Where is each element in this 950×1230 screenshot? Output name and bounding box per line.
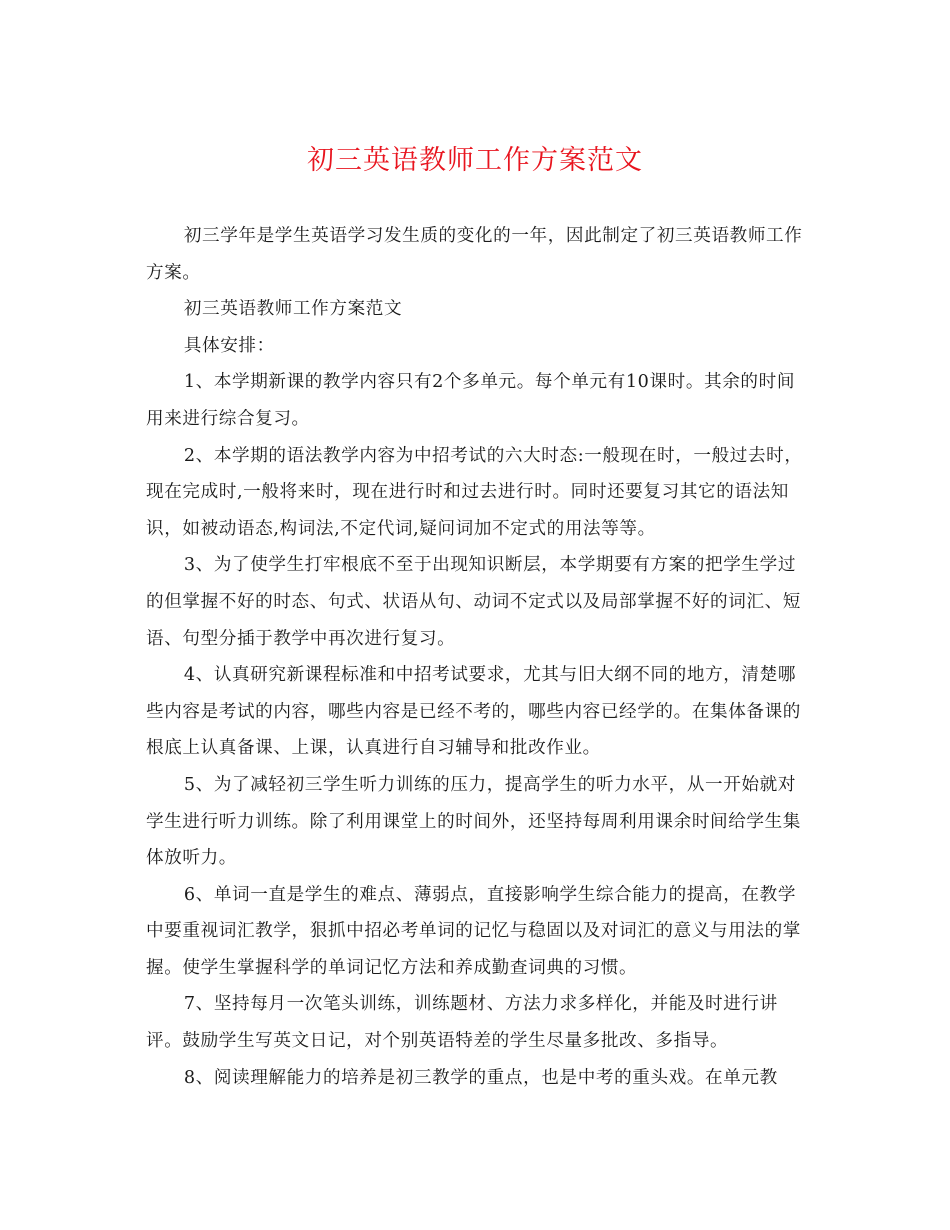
document-body — [146, 218, 811, 1096]
paragraph-item-6: 6、单词一直是学生的难点、薄弱点，直接影响学生综合能力的提高，在教学中要重视词汇教学，狠抓中招必考单词的记忆与稳固以及对词汇的意义与用法的掌握。使学生掌握科学的单词记忆方法和养成勤查词典的习惯。 — [146, 884, 801, 978]
paragraph-intro: 初三学年是学生英语学习发生质的变化的一年，因此制定了初三英语教师工作方案。 — [146, 226, 803, 283]
paragraph-item-3: 3、为了使学生打牢根底不至于出现知识断层，本学期要有方案的把学生学过的但掌握不好的时态、句式、状语从句、动词不定式以及局部掌握不好的词汇、短语、句型分插于教学中再次进行复习。 — [146, 555, 801, 649]
paragraph-item-2: 2、本学期的语法教学内容为中招考试的六大时态:一般现在时，一般过去时，现在完成时,一般将来时，现在进行时和过去进行时。同时还要复习其它的语法知识，如被动语态,构词法,不定代词,疑问词加不定式的用法等等。 — [146, 445, 803, 539]
paragraph-item-5: 5、为了减轻初三学生听力训练的压力，提高学生的听力水平，从一开始就对学生进行听力训练。除了利用课堂上的时间外，还坚持每周利用课余时间给学生集体放听力。 — [146, 774, 801, 869]
paragraph-subtitle: 初三英语教师工作方案范文 — [183, 299, 403, 320]
paragraph-item-1: 1、本学期新课的教学内容只有2个多单元。每个单元有10课时。其余的时间用来进行综合复习。 — [146, 372, 796, 429]
paragraph-item-4: 4、认真研究新课程标准和中招考试要求，尤其与旧大纲不同的地方，清楚哪些内容是考试的内容，哪些内容是已经不考的，哪些内容已经学的。在集体备课的根底上认真备课、上课，认真进行自习辅导和批改作业。 — [146, 665, 801, 759]
paragraph-item-7: 7、坚持每月一次笔头训练，训练题材、方法力求多样化，并能及时进行讲评。鼓励学生写英文日记，对个别英语特差的学生尽量多批改、多指导。 — [146, 994, 778, 1052]
paragraph-item-8: 8、阅读理解能力的培养是初三教学的重点，也是中考的重头戏。在单元教 — [183, 1067, 778, 1088]
paragraph-arrangement-heading: 具体安排： — [183, 335, 275, 356]
document-title: 初三英语教师工作方案范文 — [307, 145, 643, 176]
